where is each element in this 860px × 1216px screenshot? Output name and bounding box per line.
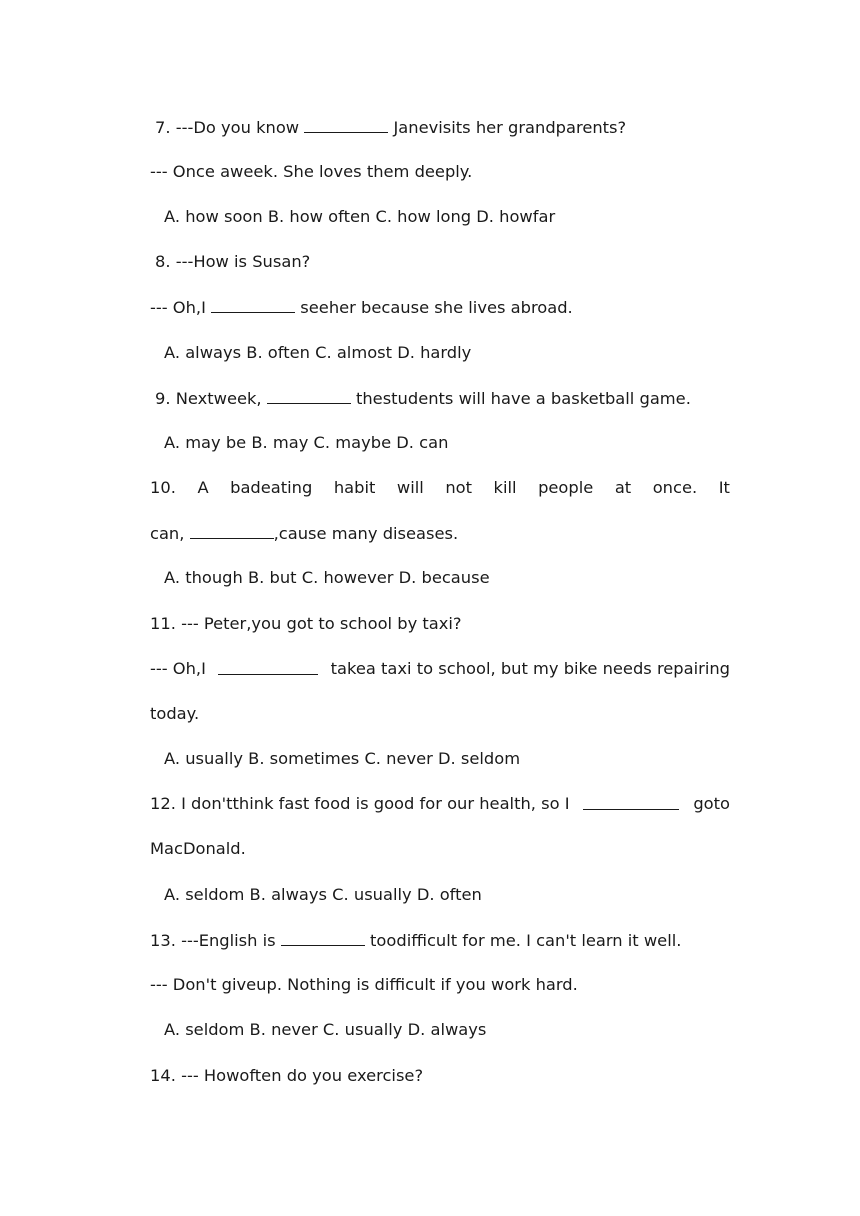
question-7-options: A. how soon B. how often C. how long D. howfar (164, 207, 556, 226)
question-8-answer-start: --- Oh,I (150, 298, 206, 317)
question-13-options: A. seldom B. never C. usually D. always (164, 1020, 487, 1039)
question-13 (150, 928, 730, 952)
word: 10. (150, 478, 176, 497)
question-10-options: A. though B. but C. however D. because (164, 568, 490, 587)
question-7-dialogue-answer: --- Once aweek. She loves them deeply. (150, 162, 473, 181)
question-10-line-1 (150, 476, 730, 500)
question-12-options: A. seldom B. always C. usually D. often (164, 885, 482, 904)
question-14: 14. --- Howoften do you exercise? (150, 1066, 424, 1085)
question-10-text-start: can, (150, 524, 185, 543)
question-9 (155, 386, 730, 410)
word: badeating (230, 478, 313, 497)
word: will (396, 478, 424, 497)
question-12-text-end: goto (693, 794, 730, 813)
question-9-text-end: thestudents will have a basketball game. (355, 389, 691, 408)
question-7-text-start: 7. ---Do you know (155, 118, 300, 137)
answer-blank (583, 792, 679, 810)
question-8-options: A. always B. often C. almost D. hardly (164, 343, 472, 362)
question-13-text-end: toodifficult for me. I can't learn it well. (370, 931, 682, 950)
question-9-text-start: 9. Nextweek, (155, 389, 262, 408)
answer-blank (211, 295, 295, 313)
question-11-options: A. usually B. sometimes C. never D. seldom (164, 749, 521, 768)
question-10-line-2 (150, 521, 730, 545)
question-11-answer-end: takea taxi to school, but my bike needs repairing (330, 659, 730, 678)
question-11-dialogue-answer (150, 657, 730, 681)
question-9-options: A. may be B. may C. maybe D. can (164, 433, 449, 452)
answer-blank (304, 115, 388, 133)
question-8-dialogue-answer (150, 295, 730, 319)
question-10-text-end: ,cause many diseases. (273, 524, 459, 543)
question-13-text-start: 13. ---English is (150, 931, 276, 950)
question-8: 8. ---How is Susan? (155, 252, 311, 271)
word: at (614, 478, 632, 497)
word: A (197, 478, 209, 497)
question-11: 11. --- Peter,you got to school by taxi? (150, 614, 462, 633)
word: kill (493, 478, 517, 497)
question-11-answer-continued: today. (150, 704, 200, 723)
question-12 (150, 792, 730, 816)
answer-blank (190, 521, 274, 539)
answer-blank (218, 657, 318, 675)
word: once. (652, 478, 698, 497)
answer-blank (281, 928, 365, 946)
answer-blank (267, 386, 351, 404)
word: It (718, 478, 730, 497)
word: habit (333, 478, 376, 497)
question-7-text-end: Janevisits her grandparents? (393, 118, 627, 137)
word: people (538, 478, 594, 497)
question-7 (155, 115, 730, 139)
question-13-dialogue-answer: --- Don't giveup. Nothing is difficult if you work hard. (150, 975, 578, 994)
word: not (445, 478, 473, 497)
question-8-answer-end: seeher because she lives abroad. (300, 298, 573, 317)
question-12-text-start: 12. I don'tthink fast food is good for our health, so I (150, 794, 570, 813)
question-11-answer-start: --- Oh,I (150, 659, 206, 678)
question-12-continued: MacDonald. (150, 839, 246, 858)
